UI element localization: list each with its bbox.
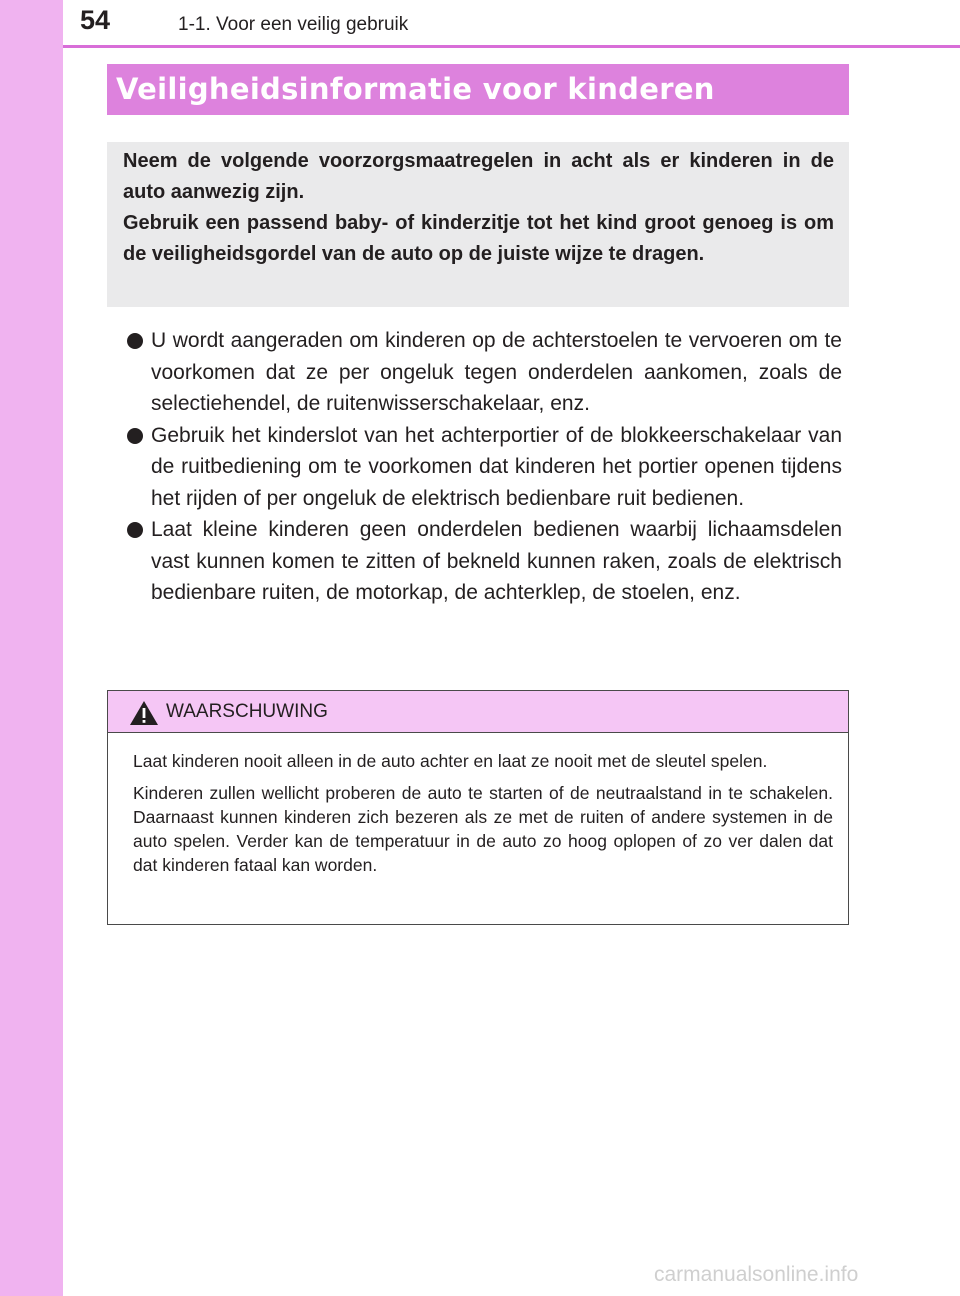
- list-item: [124, 420, 842, 515]
- list-item: [124, 325, 842, 420]
- bullet-text: Gebruik het kinderslot van het achterportier of de blokkeerschakelaar van de ruitbediening om te voorkomen dat kinderen het portier openen tijdens het rijden of per ongeluk de elektrisch bedienbare ruit bedienen.: [151, 423, 842, 510]
- bullet-dot-icon: [127, 428, 143, 444]
- bullet-list: [124, 325, 842, 609]
- bullet-dot-icon: [127, 522, 143, 538]
- warning-box: [107, 690, 849, 925]
- bullet-text: U wordt aangeraden om kinderen op de achterstoelen te vervoeren om te voorkomen dat ze per ongeluk tegen onderdelen aankomen, zoals de selectiehendel, de ruitenwisserschakelaar, enz.: [151, 329, 842, 415]
- side-color-strip: [0, 0, 63, 1296]
- section-title: Veiligheidsinformatie voor kinderen: [116, 72, 715, 106]
- warning-triangle-icon: [129, 700, 159, 726]
- intro-line-1: Neem de volgende voorzorgsmaatregelen in acht als er kinderen in de auto aanwezig zijn.: [123, 150, 834, 203]
- warning-header: [108, 691, 848, 733]
- warning-paragraph-1: Laat kinderen nooit alleen in de auto achter en laat ze nooit met de sleutel spelen.: [133, 751, 768, 771]
- bullet-dot-icon: [127, 333, 143, 349]
- header-rule: [63, 45, 960, 48]
- page-number: 54: [80, 5, 111, 35]
- intro-box: [107, 142, 849, 307]
- chapter-title: 1-1. Voor een veilig gebruik: [178, 14, 409, 35]
- bullet-text: Laat kleine kinderen geen onderdelen bedienen waarbij lichaamsdelen vast kunnen komen te zitten of bekneld kunnen raken, zoals de elektrisch bedienbare ruiten, de motorkap, de achterklep, de stoelen, enz.: [151, 518, 842, 604]
- section-title-bar: [107, 64, 849, 115]
- warning-body: [108, 733, 848, 877]
- warning-title: WAARSCHUWING: [166, 701, 328, 722]
- warning-paragraph-2: Kinderen zullen wellicht proberen de auto te starten of de neutraalstand in te schakelen. Daarnaast kunnen kinderen zich bezeren als ze met de ruiten of andere systemen in de auto spelen. Verder kan de temperatuur in de auto zo hoog oplopen of zo ver dalen dat dat kinderen fataal kan worden.: [133, 783, 833, 875]
- list-item: [124, 514, 842, 609]
- intro-line-2: Gebruik een passend baby- of kinderzitje tot het kind groot genoeg is om de veiligheidsgordel van de auto op de juiste wijze te dragen.: [123, 212, 834, 265]
- watermark: carmanualsonline.info: [654, 1263, 859, 1286]
